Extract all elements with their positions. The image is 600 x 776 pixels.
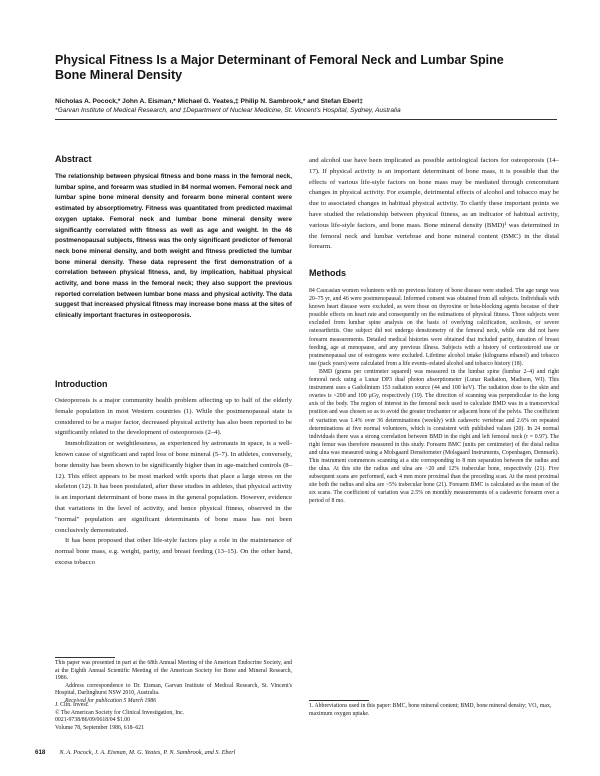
author-list: Nicholas A. Pocock,* John A. Eisman,* Michael G. Yeates,‡ Philip N. Sambrook,* and Stefan Eberl‡ [55,98,363,105]
methods-paragraph: 84 Caucasian women volunteers with no previous history of bone disease were studied. The age range was 20–75 yr, and 46 were postmenopausal. Informed consent was obtained from all subjects. Individuals with known heart disease were excluded, as were those on thyroxine or beta-blocking agents because of their possible effects on heart rate and consequently on the estimations of physical fitness. Three subjects were excluded from lumbar spine analysis on the basis of overlying calcification, scoliosis, or severe osteoarthritis. One subject did not undergo densitometry of the femoral neck, while one did not have forearm measurements. Detailed medical histories were obtained that included parity, duration of breast feeding, age at menopause, and any previous illness. Subjects with a history of corticosteroid use or postmenopausal use of estrogens were excluded. Lifetime alcohol intake (kilograms ethanol) and tobacco use (pack years) were calculated from a life events–related alcohol and tobacco history (18). [309,288,559,367]
journal-info [55,702,292,732]
footnote-rule [55,657,115,658]
methods-body [309,287,559,506]
footnotes [55,660,292,706]
intro-paragraph: Osteoporosis is a major community health problem affecting up to half of the elderly female population in most Western countries (1). While the postmenopausal state is considered to be a major factor, decreased physical activity has also been reported to be significantly related to the development of osteoporosis (2–4). [55,397,292,437]
abbrev-rule [309,700,369,701]
volume-line: Volume 78, September 1986, 618–621 [55,724,145,731]
journal-name: J. Clin. Invest. [55,702,89,708]
affiliation: *Garvan Institute of Medical Research, and ‡Department of Nuclear Medicine, St. Vincent's Hospital, Sydney, Australia [55,107,401,114]
intro-continuation: and alcohol use have been implicated as possible aetiological factors for osteoporosis (14–17). If physical activity is an important determinant of bone mass, it is possible that the effects of various life-style factors on bone mass may be mediated through concomitant changes in physical activity. For example, detrimental effects of alcohol and tobacco may be due to associated changes in habitual physical activity. To clarify these important points we have studied the relationship between physical fitness, as an indicator of habitual activity, various life-style factors, and bone mass. Bone mineral density (BMD)¹ was determined in the femoral neck and lumbar vertebrae and bone mineral content (BMC) in the distal forearm. [309,157,559,251]
correspondence-note: Address correspondence to Dr. Eisman, Garvan Institute of Medical Research, St. Vincent's Hospital, Darlinghurst NSW 2010, Australia. [55,682,292,697]
page-footer [35,749,575,757]
page-number: 618 [35,749,46,756]
received-note: Received for publication 5 March 1986 [65,697,157,704]
presentation-note: This paper was presented in part at the 68th Annual Meeting of the American Endocrine Society, and at the Eighth Annual Scientific Meeting of the American Society for Bone and Mineral Research, 1986. [55,660,292,682]
intro-paragraph: It has been proposed that other life-style factors play a role in the maintenance of normal bone mass, e.g. weight, parity, and breast feeding (13–15). On the other hand, excess tobacco [55,537,292,566]
issn-line: 0021-9738/86/09/0618/04 $1.00 [55,717,131,724]
abstract-heading: Abstract [55,154,92,164]
abbreviations-footnote: 1. Abbreviations used in this paper: BMC, bone mineral content; BMD, bone mineral density; VO₂ max, maximum oxygen uptake. [309,703,552,717]
header-rule [55,119,557,120]
methods-paragraph: BMD (grams per centimeter squared) was measured in the lumbar spine (lumbar 2–4) and right femoral neck using a Lunar DP3 dual photon absorptiometer (Lunar Radiation, Madison, WI). This instrument uses a Gadolinium 153 radiation source (44 and 100 keV). The radiation dose to the skin and ovaries is <200 and 100 μGy, respectively (19). The direction of scanning was perpendicular to the long axis of the body. The region of interest in the femoral neck used to calculate BMD was in a transcervical position and was chosen so as to avoid the greater trochanter or adjacent bone of the pelvis. The coefficient of variation was 1.4% over 36 determinations (weekly) with cadaveric vertebrae and 2.6% on repeated determinations at five normal volunteers, which is consistent with published values (20). In 24 normal individuals there was a strong correlation between BMD in the right and left femoral neck (r = 0.97). The right femur was therefore measured in this study. Forearm BMC (units per centimeter) of the distal radius and ulna was measured using a Molsgaard Densitometer (Molsgaard Instruments, Copenhagen, Denmark). This instrument commences scanning at a site corresponding to 8 mm separation between the radius and the ulna. At this site the radius and ulna are ~20 and 12% trabecular bone, respectively (21). Five subsequent scans are performed, each 4 mm more proximal than the preceding scan. At the most proximal site both the radius and ulna are ~5% trabecular bone (21). Forearm BMC is calculated as the mean of the six scans. The coefficient of variation was 2.5% on monthly measurements of a cadaveric forearm over a period of 8 mo. [309,368,559,505]
intro-paragraph: Immobilization or weightlessness, as experienced by astronauts in space, is a well-known cause of significant and rapid loss of bone mineral (5–7). In athletes, conversely, bone density has been shown to be significantly higher than in age-matched controls (8–12). This effect appears to be most marked with sports that place a large stress on the skeleton (12). It has been postulated, after these studies in athletes, that physical activity is an important determinant of bone mass in the general population. However, evidence that variations in the level of activity, and hence physical fitness, observed in the "normal" population are significant determinants of bone mass has not been conclusively demonstrated. [55,440,292,534]
abstract-body: The relationship between physical fitness and bone mass in the femoral neck, lumbar spine, and forearm was studied in 84 normal women. Femoral neck and lumbar spine bone mineral density and forearm bone mineral content were estimated by absorptiometry. Fitness was quantitated from predicted maximal oxygen uptake. Femoral neck and lumbar bone mineral density were significantly correlated with fitness as well as age and weight. In the 46 postmenopausal subjects, fitness was the only significant predictor of femoral neck bone mineral density, and both weight and fitness predicted the lumbar bone mineral density. These data represent the first demonstration of a correlation between physical fitness, and, by implication, habitual physical activity, and bone mass in the femoral neck; they also support the previous reported correlation between lumbar bone mass and physical activity. The data suggest that increased physical fitness may increase bone mass at the sites of clinically important fractures in osteoporosis. [55,173,292,320]
paper-title: Physical Fitness Is a Major Determinant of Femoral Neck and Lumbar Spine Bone Mineral Density [55,53,504,82]
methods-heading: Methods [309,268,346,278]
running-footer: N. A. Pocock, J. A. Eisman, M. G. Yeates, P. N. Sambrook, and S. Eberl [59,749,236,756]
copyright-line: © The American Society for Clinical Investigation, Inc. [55,709,185,716]
introduction-body [55,396,292,569]
introduction-heading: Introduction [55,379,108,389]
